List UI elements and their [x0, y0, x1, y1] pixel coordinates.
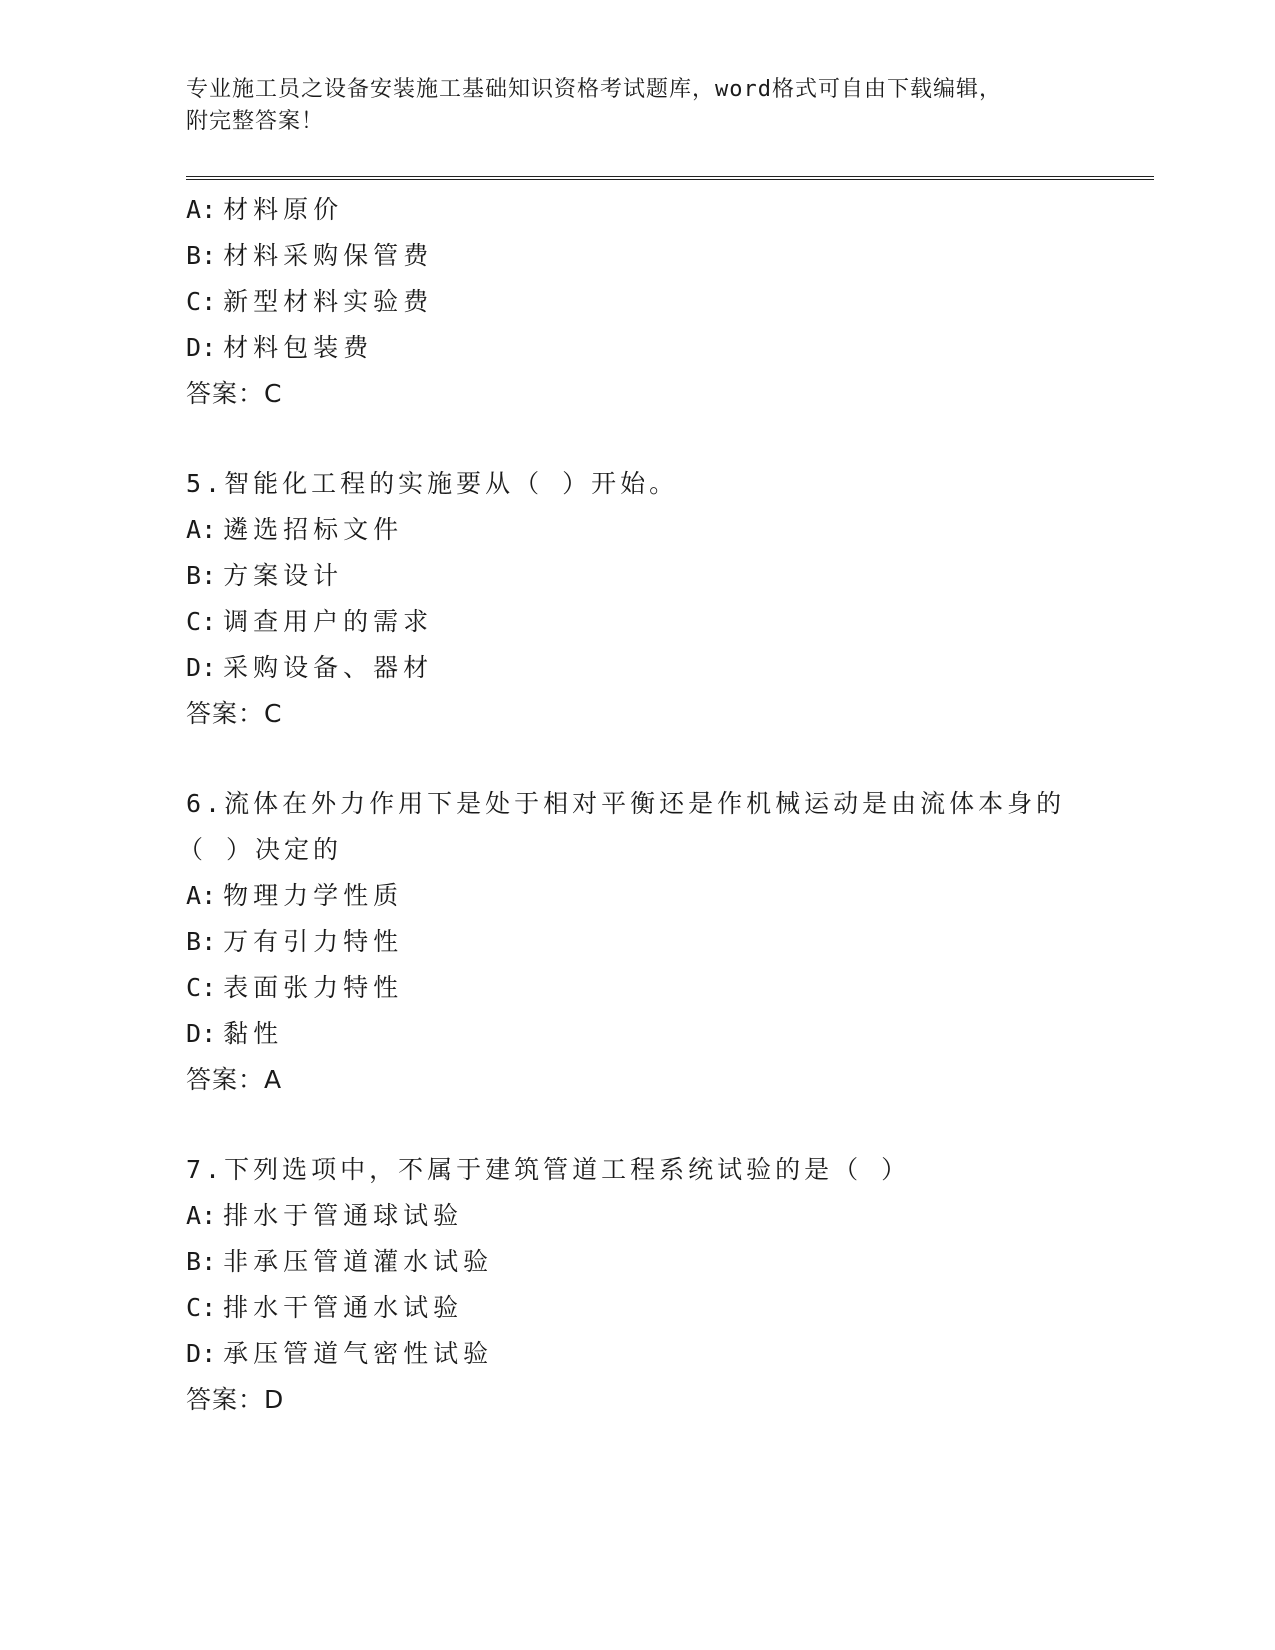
option-key: A — [186, 1201, 202, 1230]
option-key: C — [186, 287, 202, 316]
option-key: D — [186, 653, 202, 682]
option-a: A : 物理力学性质 — [186, 873, 1154, 919]
option-text: 万有引力特性 — [223, 927, 404, 956]
option-text: 方案设计 — [223, 561, 344, 590]
option-a: A : 排水于管通球试验 — [186, 1193, 1154, 1239]
option-text: 承压管道气密性试验 — [223, 1339, 494, 1368]
option-key: B — [186, 927, 202, 956]
option-text: 排水于管通球试验 — [223, 1201, 464, 1230]
option-key: C — [186, 1293, 202, 1322]
question-stem: 7.下列选项中，不属于建筑管道工程系统试验的是（ ） — [186, 1155, 911, 1184]
header-divider — [186, 176, 1154, 180]
question-5 — [186, 461, 1154, 737]
header-line-2: 附完整答案！ — [186, 109, 325, 134]
option-text: 新型材料实验费 — [223, 287, 434, 316]
answer-line: 答案：D — [186, 1385, 285, 1414]
option-text: 材料原价 — [223, 195, 344, 224]
answer-line: 答案：A — [186, 1065, 283, 1094]
option-b: B : 万有引力特性 — [186, 919, 1154, 965]
option-text: 非承压管道灌水试验 — [223, 1247, 494, 1276]
option-text: 物理力学性质 — [223, 881, 404, 910]
option-text: 材料包装费 — [223, 333, 374, 362]
option-key: C — [186, 607, 202, 636]
option-key: B — [186, 1247, 202, 1276]
option-c: C : 调查用户的需求 — [186, 599, 1154, 645]
option-b: B : 材料采购保管费 — [186, 233, 1154, 279]
option-text: 遴选招标文件 — [223, 515, 404, 544]
question-list — [178, 187, 1154, 1423]
option-text: 表面张力特性 — [223, 973, 404, 1002]
answer-line: 答案：C — [186, 699, 283, 728]
question-7 — [186, 1147, 1154, 1423]
option-key: D — [186, 1019, 202, 1048]
option-text: 材料采购保管费 — [223, 241, 434, 270]
option-text: 调查用户的需求 — [223, 607, 434, 636]
option-text: 采购设备、器材 — [223, 653, 434, 682]
option-key: D — [186, 1339, 202, 1368]
option-key: A — [186, 195, 202, 224]
option-key: C — [186, 973, 202, 1002]
option-c: C : 新型材料实验费 — [186, 279, 1154, 325]
option-b: B : 非承压管道灌水试验 — [186, 1239, 1154, 1285]
option-a: A : 材料原价 — [186, 187, 1154, 233]
question-stem: 6.流体在外力作用下是处于相对平衡还是作机械运动是由流体本身的 — [186, 789, 1066, 818]
option-c: C : 排水干管通水试验 — [186, 1285, 1154, 1331]
option-d: D : 采购设备、器材 — [186, 645, 1154, 691]
option-text: 黏性 — [223, 1019, 284, 1048]
option-text: 排水干管通水试验 — [223, 1293, 464, 1322]
option-d: D : 黏性 — [186, 1011, 1154, 1057]
option-key: B — [186, 241, 202, 270]
question-stem-continued: （ ）决定的 — [178, 835, 343, 864]
option-c: C : 表面张力特性 — [186, 965, 1154, 1011]
question-6 — [178, 781, 1154, 1103]
option-d: D : 承压管道气密性试验 — [186, 1331, 1154, 1377]
option-key: B — [186, 561, 202, 590]
option-a: A : 遴选招标文件 — [186, 507, 1154, 553]
question-stem: 5.智能化工程的实施要从（ ）开始。 — [186, 469, 679, 498]
page-header — [186, 74, 1086, 138]
option-d: D : 材料包装费 — [186, 325, 1154, 371]
answer-line: 答案：C — [186, 379, 283, 408]
option-key: A — [186, 881, 202, 910]
header-line-1: 专业施工员之设备安装施工基础知识资格考试题库，word格式可自由下载编辑， — [186, 77, 1002, 102]
option-key: A — [186, 515, 202, 544]
question-4 — [186, 187, 1154, 417]
option-key: D — [186, 333, 202, 362]
option-b: B : 方案设计 — [186, 553, 1154, 599]
